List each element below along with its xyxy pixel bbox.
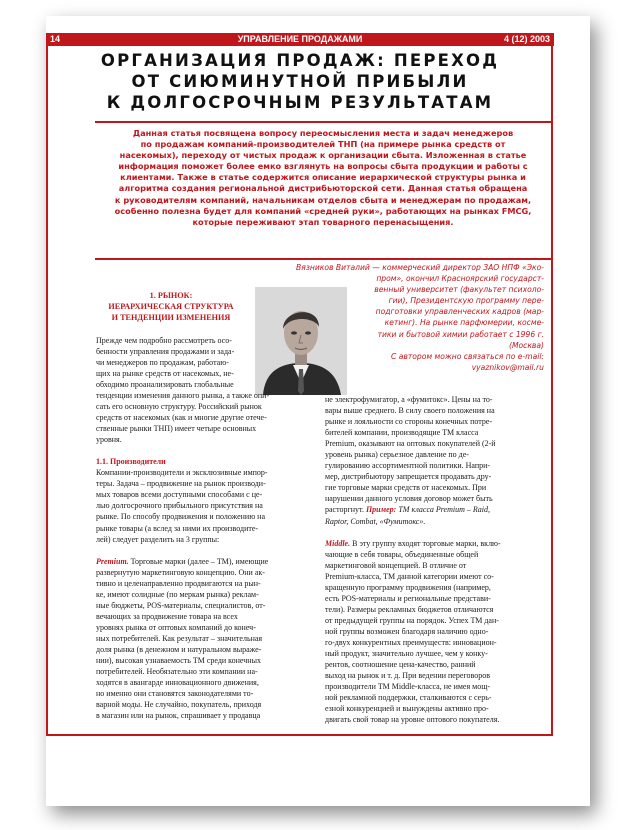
text-line: есть POS-материалы и региональные представи- <box>325 593 491 603</box>
text-line: рынке товары (а вслед за ними их производите- <box>96 523 259 533</box>
lead-line: по продажам компаний-производителей ТНП (на примере рынка средств от <box>140 139 506 150</box>
text-line: чи менеджеров по продажам, работаю- <box>96 358 229 368</box>
section-heading <box>96 290 246 323</box>
text-line: маркетинговой концепцией. В отличие от <box>325 560 467 570</box>
article-title <box>50 50 550 113</box>
issue-number: 4 (12) 2003 <box>503 34 550 44</box>
text-line: ходятся в авангарде инновационного движения, <box>96 678 259 688</box>
author-bio-line: тики и бытовой химии работает с 1996 г. <box>377 329 544 339</box>
text-line: лью долгосрочного прибыльного присутствия на <box>96 501 263 511</box>
text-line: не электрофумигатор, а «фумитокс». Цены на то- <box>325 395 493 404</box>
author-bio-line: подготовки управленческих кадров (мар- <box>375 307 544 317</box>
text-line: рынке. По способу продвижения и положению на <box>96 512 266 522</box>
body-column-left <box>96 390 318 721</box>
text-line: бителей компании, производящие ТМ класса <box>325 428 479 438</box>
text-line: теры. Задача – продвижение на рынок производи- <box>96 479 266 489</box>
frame-bottom-rule <box>46 734 553 736</box>
author-bio-line: (Москва) <box>508 340 544 350</box>
running-header <box>46 33 554 46</box>
lead-line: Данная статья посвящена вопросу переосмысления места и задач менеджеров <box>132 128 514 138</box>
author-photo <box>255 287 347 395</box>
text-line: рынке и лояльности со стороны конечных потре- <box>325 417 493 427</box>
text-line: вечающих за продвижение товара на всех <box>96 611 238 621</box>
author-bio-line: vyaznikov@mail.ru <box>471 362 544 372</box>
title-divider <box>95 121 551 123</box>
example-line: расторгнут. Пример: ТМ класса Premium – Raid, <box>325 505 490 515</box>
author-bio-line: Вязников Виталий — коммерческий директор ЗАО НПФ «Эко- <box>296 263 544 272</box>
title-line: К ДОЛГОСРОЧНЫМ РЕЗУЛЬТАТАМ <box>106 93 494 112</box>
premium-text <box>96 567 318 722</box>
lead-line: алгоритма создания региональной дистрибьюторской сети. Данная статья обращена <box>118 183 528 194</box>
lead-line: особенно полезна будет для компаний «средней руки», работающих на рынках FMCG, <box>114 205 532 216</box>
text-line: ственные рынки ТНП) имеет четыре основных <box>96 424 257 434</box>
text-line: обходимо проанализировать глобальные <box>96 380 234 390</box>
text-line: го-двух конкурентных преимуществ: инновацион- <box>325 637 497 647</box>
title-line: ОТ СИЮМИНУТНОЙ ПРИБЫЛИ <box>131 72 469 91</box>
text-line: тенденции изменения данного рынка, а также опи- <box>96 391 270 400</box>
author-bio-line: пром», окончил Красноярский государст- <box>376 274 544 284</box>
text-line: ной рекламной поддержки, сталкиваются с серь- <box>325 693 492 703</box>
text-line: уровень рынка) серьезное давление по де- <box>325 450 469 460</box>
section-heading-line: ИЕРАРХИЧЕСКАЯ СТРУКТУРА <box>108 302 234 311</box>
lead-line: информация поможет более емко взглянуть на вопросы сбыта продукции и работы с <box>118 161 528 172</box>
lead-divider <box>95 258 551 260</box>
frame-left-rule <box>46 46 48 736</box>
text-line: кращенную программу продвижения (например, <box>325 582 491 592</box>
portrait-image <box>255 287 347 395</box>
text-line: езной конкуренцией и вынуждены активно про- <box>325 704 489 714</box>
text-line: рентов, соотношение цена-качество, ранний <box>325 660 476 670</box>
text-line: бенности управления продажами и зада- <box>96 347 235 357</box>
text-line: ке, имеют солидные (по меркам рынка) реклам- <box>96 589 259 599</box>
text-line: гие торговые марки средств от насекомых. При <box>325 483 487 493</box>
text-line: средств от насекомых (как и многие другие отече- <box>96 413 267 423</box>
text-line: двигать свой товар на уровне оптового покупателя. <box>325 715 500 725</box>
text-line: Premium-класса, ТМ данной категории имеют со- <box>325 571 494 581</box>
text-line: тели). Размеры рекламных бюджетов отличаются <box>325 604 494 614</box>
premium-first-line: Premium. Торговые марки (далее – ТМ), имеющие <box>96 556 269 566</box>
lead-line: к руководителям компаний, начальникам отделов сбыта и менеджерам по продажам, <box>114 194 532 205</box>
text-line: ной группы возможен благодаря наличию одно- <box>325 626 489 636</box>
text-line: Прежде чем подробно рассмотреть осо- <box>96 336 232 345</box>
premium-label: Premium. <box>96 556 129 566</box>
author-bio-line: гии), Президентскую программу пере- <box>388 296 544 306</box>
text-line: развернутую маркетинговую концепцию. Они ак- <box>96 567 265 577</box>
middle-label: Middle. <box>325 538 351 548</box>
author-bio-line: венный университет (факультет психоло- <box>374 285 544 295</box>
text-line: нарушении данного условия договор может быть <box>325 494 493 504</box>
text-line: ные бюджеты, POS-материалы, специалистов, от- <box>96 600 266 610</box>
text-line: уровня. <box>96 435 122 445</box>
text-line: доля рынка (в денежном и натуральном выраже- <box>96 644 262 654</box>
text-line: тивно и целенаправленно продвигаются на рын- <box>96 578 261 588</box>
author-bio-line: кетинг). На рынке парфюмерии, косме- <box>384 318 544 328</box>
page-number: 14 <box>50 34 61 44</box>
text-line: выход на рынок и т. д. При ведении переговоров <box>325 671 490 681</box>
text-line: Компании-производители и эксклюзивные импор- <box>96 468 268 478</box>
lead-line: клиентами. Также в статье содержится описание иерархической структуры рынка и <box>120 172 526 183</box>
text-line: уровнях рынка от оптовых компаний до конеч- <box>96 622 256 632</box>
subsection-heading: 1.1. Производители <box>96 457 166 467</box>
text-line: потребителей. Необязательно эти компании на- <box>96 667 258 677</box>
middle-first-line: Middle. В эту группу входят торговые марки, вклю- <box>325 538 501 548</box>
body-column-right <box>325 394 549 725</box>
text-line: ный продукт, значительно лучшее, чем у конку- <box>325 649 488 659</box>
text-line: в магазин или на рынок, спрашивает у продавца <box>96 711 261 721</box>
lead-paragraph <box>96 128 550 228</box>
text-line: чающие в себя товары, объединенные общей <box>325 549 479 559</box>
example-line: Raptor, Combat, «Фумитокс». <box>325 516 426 526</box>
body-column-narrow <box>96 335 246 390</box>
middle-text <box>325 549 549 726</box>
text-line: ных потребителей. Как результат – значительная <box>96 633 263 643</box>
text-line: мер, дистрибьютору запрещается продавать дру- <box>325 472 492 482</box>
section-heading-line: 1. РЫНОК: <box>149 291 193 300</box>
section-title: УПРАВЛЕНИЕ ПРОДАЖАМИ <box>237 34 363 44</box>
premium-continued-text <box>325 394 549 504</box>
lead-line: которые переживают этап товарного перенасыщения. <box>192 216 454 227</box>
text-line: щих на рынке средств от насекомых, не- <box>96 369 234 379</box>
text-line: мых товаров всеми доступными способами с це- <box>96 490 263 500</box>
text-line: но именно они становятся законодателями то- <box>96 689 254 699</box>
example-label: Пример: <box>365 505 397 515</box>
text-line: от предыдущей группы на порядок. Успех ТМ дан- <box>325 615 499 625</box>
text-line: производители ТМ Middle-класса, не имея мощ- <box>325 682 491 692</box>
text-line: нии), высокая узнаваемость ТМ среди конечных <box>96 656 261 666</box>
text-line: гулированию ассортиментной политики. Напри- <box>325 461 491 471</box>
text-line: варной моды. Не случайно, покупатель, приходя <box>96 700 262 710</box>
section-heading-line: И ТЕНДЕНЦИИ ИЗМЕНЕНИЯ <box>111 313 231 322</box>
author-bio-line: С автором можно связаться по e-mail: <box>391 351 544 361</box>
text-line: сать его основную структуру. Российский рынок <box>96 402 262 412</box>
frame-right-rule <box>551 46 553 736</box>
text-line: вары выше среднего. В силу своего положения на <box>325 406 495 416</box>
intro-text <box>96 390 318 445</box>
text-line: Premium, оказывают на оптовых покупателей (2-й <box>325 439 496 449</box>
producers-text <box>96 467 318 544</box>
title-line: ОРГАНИЗАЦИЯ ПРОДАЖ: ПЕРЕХОД <box>100 51 500 70</box>
text-line: лей) следует разделить на 3 группы: <box>96 534 220 544</box>
lead-line: насекомых), переходу от чистых продаж к организации сбыта. Изложенная в статье <box>119 150 527 161</box>
